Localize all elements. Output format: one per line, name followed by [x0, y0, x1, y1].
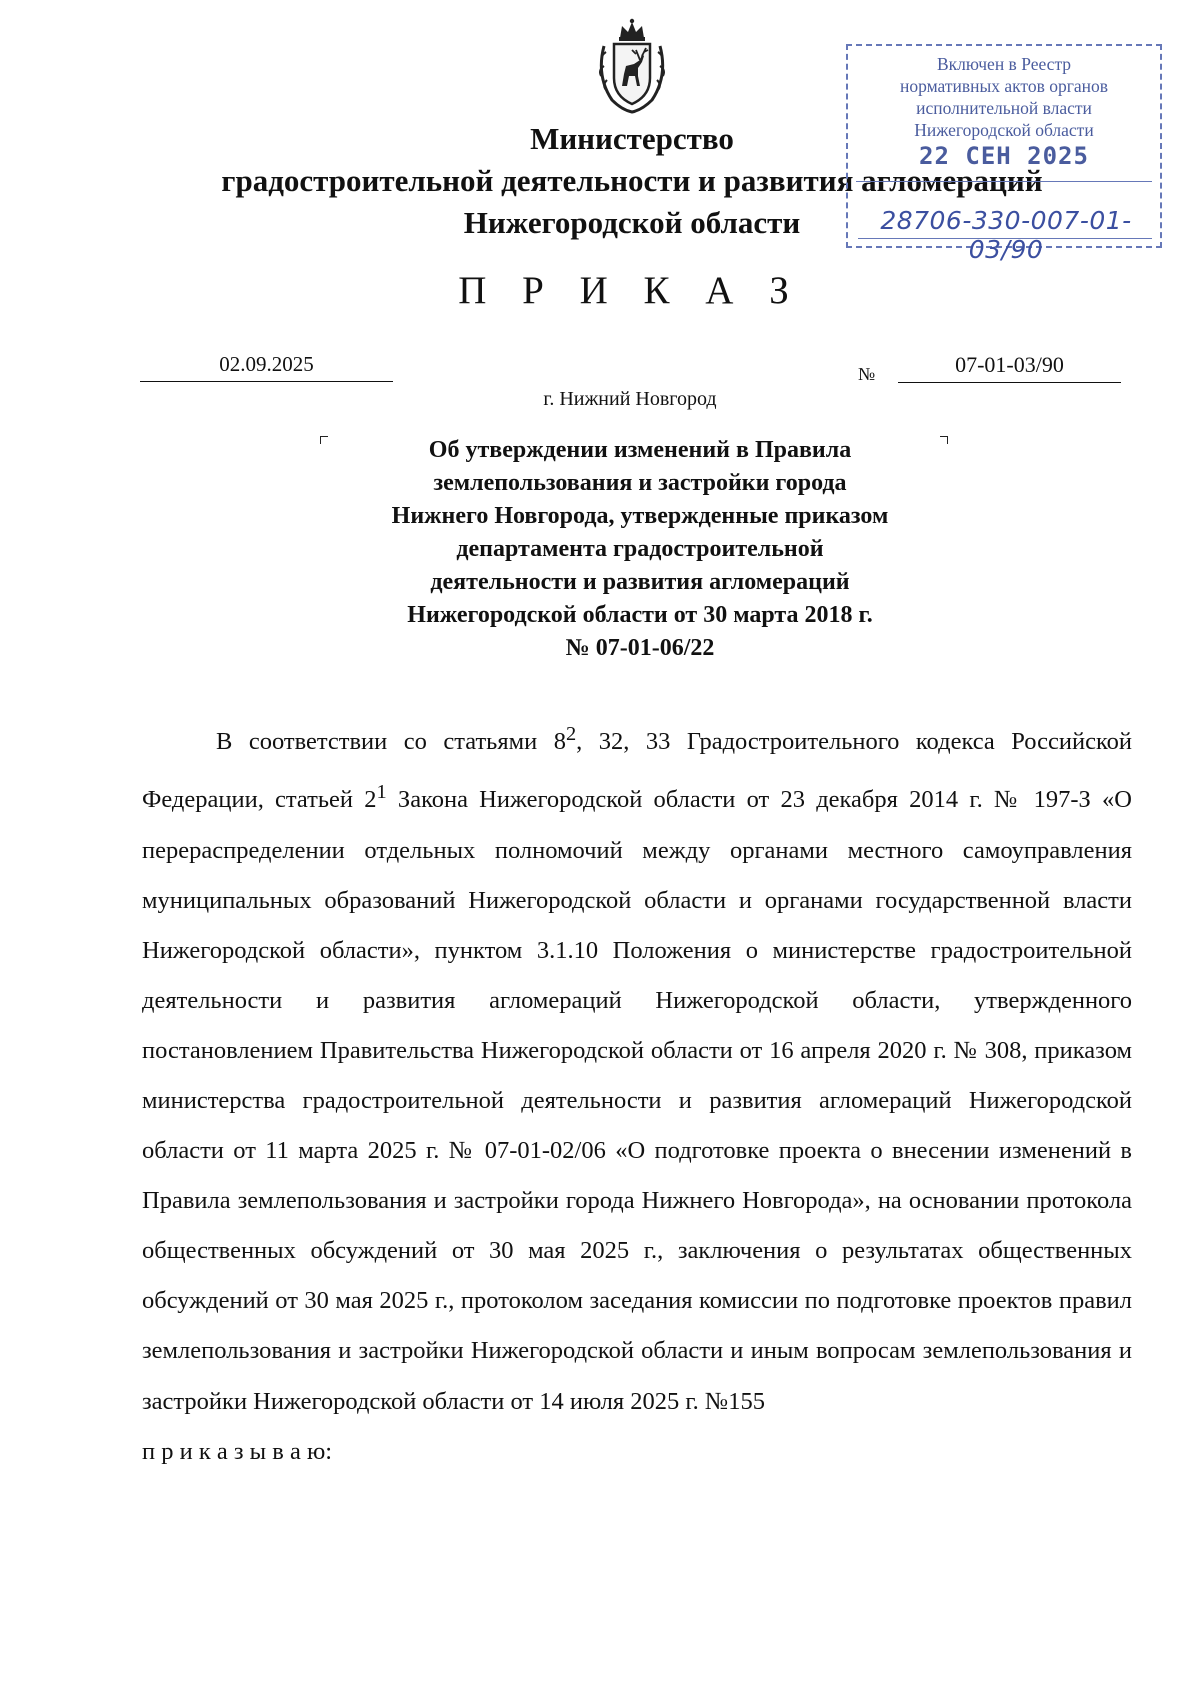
stamp-line3: исполнительной власти: [916, 98, 1092, 118]
subject-line1: Об утверждении изменений в Правила: [428, 437, 852, 463]
stamp-date: 22 СЕН 2025: [919, 142, 1089, 170]
stamp-line2: нормативных актов органов: [899, 76, 1109, 96]
subject-line6: Нижегородской области от 30 марта 2018 г.: [407, 602, 873, 628]
coat-of-arms-emblem: [582, 16, 682, 116]
stamp-line4: Нижегородской области: [914, 120, 1094, 140]
preamble-segment-2: , 32, 33 Градостроительного кодекса Российской Федерации, статьей 2: [142, 728, 1133, 814]
ministry-title-line2: градостроительной деятельности и развития агломераций: [221, 163, 1043, 198]
ministry-title-line1: Министерство: [530, 121, 734, 156]
subject-line7: № 07-01-06/22: [565, 635, 715, 661]
ministry-title-line3: Нижегородской области: [463, 205, 801, 240]
preamble-segment-1: В соответствии со статьями 8: [216, 728, 566, 756]
preamble-segment-3: Закона Нижегородской области от 23 декабря 2014 г. № 197-З «О перераспределении отдельных полномочий между органами местного самоуправления муниципальных образований Нижегородской области и органами государственной власти Нижегородской области», пунктом 3.1.10 Положения о министерстве градостроительной деятельности и развития агломераций Нижегородской области, утвержденного постановлением Правительства Нижегородской области от 16 апреля 2020 г. № 308, приказом министерства градостроительной деятельности и развития агломераций Нижегородской области от 11 марта 2025 г. № 07-01-02/06 «О подготовке проекта о внесении изменений в Правила землепользования и застройки города Нижнего Новгорода», на основании протокола общественных обсуждений от 30 мая 2025 г., заключения о результатах общественных обсуждений от 30 мая 2025 г., протоколом заседания комиссии по подготовке проектов правил землепользования и застройки Нижегородской области и иным вопросам землепользования и застройки Нижегородской области от 14 июля 2025 г. №155: [142, 786, 1132, 1415]
number-sign: №: [858, 364, 876, 384]
stamp-registration-underline: [858, 238, 1152, 239]
subject-line2: землепользования и застройки города: [433, 470, 847, 496]
preamble-text: [142, 709, 1132, 1427]
document-type-heading: П Р И К А З: [458, 269, 802, 312]
document-date: 02.09.2025: [140, 352, 393, 382]
document-subject: [330, 434, 950, 665]
superscript-2: 2: [565, 723, 577, 745]
subject-line5: деятельности и развития агломераций: [430, 569, 850, 595]
stamp-registration-number: 28706-330-007-01-03/90: [880, 206, 1132, 264]
subject-corner-left-mark: [320, 436, 328, 444]
preamble-paragraph: [142, 709, 1132, 1427]
stamp-divider: [856, 181, 1152, 182]
city-line: г. Нижний Новгород: [543, 388, 717, 410]
superscript-1: 1: [376, 781, 387, 804]
order-word: п р и к а з ы в а ю:: [142, 1438, 333, 1466]
stamp-line1: Включен в Реестр: [936, 54, 1072, 74]
registry-stamp: [846, 44, 1162, 264]
subject-line4: департамента градостроительной: [456, 536, 824, 562]
subject-line3: Нижнего Новгорода, утвержденные приказом: [391, 503, 889, 529]
document-number: 07-01-03/90: [898, 352, 1121, 383]
